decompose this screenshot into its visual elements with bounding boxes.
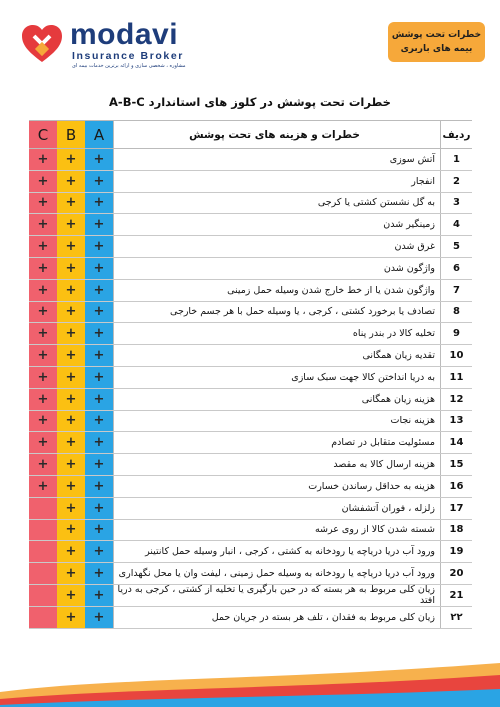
cell-clause-b: + bbox=[57, 323, 85, 344]
badge-line-1: خطرات تحت پوشش bbox=[391, 30, 482, 40]
cell-clause-a: + bbox=[85, 236, 113, 257]
table-row bbox=[29, 607, 472, 629]
cell-row-number: 6 bbox=[440, 258, 472, 279]
table-row bbox=[29, 476, 472, 498]
cell-clause-b: + bbox=[57, 476, 85, 497]
cell-description: زمینگیر شدن bbox=[113, 214, 440, 235]
cell-description: زیان کلی مربوط به فقدان ، تلف هر بسته در جریان حمل bbox=[113, 607, 440, 628]
cell-clause-c: + bbox=[29, 280, 57, 301]
table-row bbox=[29, 171, 472, 193]
cell-row-number: 21 bbox=[440, 585, 472, 606]
cell-clause-b: + bbox=[57, 171, 85, 192]
cell-row-number: 12 bbox=[440, 389, 472, 410]
cell-clause-a: + bbox=[85, 607, 113, 628]
cell-clause-b: + bbox=[57, 149, 85, 170]
cell-clause-a: + bbox=[85, 432, 113, 453]
cell-row-number: 20 bbox=[440, 563, 472, 584]
cell-description: تصادف یا برخورد کشتی ، کرجی ، یا وسیله حمل با هر جسم خارجی bbox=[113, 302, 440, 323]
cell-clause-a: + bbox=[85, 498, 113, 519]
table-row bbox=[29, 323, 472, 345]
cell-clause-a: + bbox=[85, 280, 113, 301]
cell-clause-c: + bbox=[29, 214, 57, 235]
cell-clause-c: + bbox=[29, 454, 57, 475]
cell-row-number: 18 bbox=[440, 520, 472, 541]
table-row bbox=[29, 389, 472, 411]
table-row bbox=[29, 563, 472, 585]
cell-row-number: 1 bbox=[440, 149, 472, 170]
cell-clause-b: + bbox=[57, 302, 85, 323]
cell-clause-c: + bbox=[29, 149, 57, 170]
cell-clause-a: + bbox=[85, 563, 113, 584]
cell-clause-a: + bbox=[85, 258, 113, 279]
brand-subtitle: Insurance Broker bbox=[72, 50, 184, 62]
cell-clause-b: + bbox=[57, 432, 85, 453]
cell-clause-a: + bbox=[85, 149, 113, 170]
cell-description: هزینه ارسال کالا به مقصد bbox=[113, 454, 440, 475]
cell-row-number: 17 bbox=[440, 498, 472, 519]
cell-description: زیان کلی مربوط به هر بسته که در حین بارگیری یا تخلیه از کشتی ، کرجی به دریا افتد bbox=[113, 585, 440, 606]
cell-row-number: 2 bbox=[440, 171, 472, 192]
coverage-table bbox=[29, 120, 472, 629]
table-row bbox=[29, 411, 472, 433]
cell-clause-c: + bbox=[29, 345, 57, 366]
table-row bbox=[29, 280, 472, 302]
table-row bbox=[29, 541, 472, 563]
cell-clause-b: + bbox=[57, 193, 85, 214]
cell-clause-c bbox=[29, 498, 57, 519]
cell-description: تقدیه زیان همگانی bbox=[113, 345, 440, 366]
brand-logo bbox=[20, 18, 220, 70]
cell-clause-c: + bbox=[29, 323, 57, 344]
cell-clause-b: + bbox=[57, 454, 85, 475]
cell-clause-c: + bbox=[29, 389, 57, 410]
cell-clause-b: + bbox=[57, 258, 85, 279]
cell-clause-b: + bbox=[57, 345, 85, 366]
cell-description: زلزله ، فوران آتشفشان bbox=[113, 498, 440, 519]
cell-description: هزینه نجات bbox=[113, 411, 440, 432]
table-row bbox=[29, 585, 472, 607]
cell-row-number: 8 bbox=[440, 302, 472, 323]
table-row bbox=[29, 193, 472, 215]
cell-description: تخلیه کالا در بندر پناه bbox=[113, 323, 440, 344]
table-row bbox=[29, 214, 472, 236]
cell-description: به دریا انداختن کالا جهت سبک سازی bbox=[113, 367, 440, 388]
header-row-number: ردیف bbox=[440, 121, 472, 148]
table-row bbox=[29, 302, 472, 324]
cell-clause-a: + bbox=[85, 541, 113, 562]
cell-row-number: 16 bbox=[440, 476, 472, 497]
table-row bbox=[29, 367, 472, 389]
cell-description: غرق شدن bbox=[113, 236, 440, 257]
cell-clause-a: + bbox=[85, 345, 113, 366]
cell-clause-b: + bbox=[57, 520, 85, 541]
brand-tagline: مشاوره ، شخصی سازی و ارائه برترین خدمات بیمه ای bbox=[72, 63, 186, 69]
cell-clause-c bbox=[29, 520, 57, 541]
heart-shield-icon bbox=[20, 22, 64, 66]
cell-clause-c: + bbox=[29, 193, 57, 214]
cell-clause-b: + bbox=[57, 411, 85, 432]
cell-clause-b: + bbox=[57, 498, 85, 519]
cell-description: واژگون شدن bbox=[113, 258, 440, 279]
table-row bbox=[29, 454, 472, 476]
table-row bbox=[29, 520, 472, 542]
cell-description: آتش سوزی bbox=[113, 149, 440, 170]
cell-clause-a: + bbox=[85, 411, 113, 432]
cell-clause-a: + bbox=[85, 367, 113, 388]
category-badge bbox=[388, 22, 485, 62]
cell-clause-a: + bbox=[85, 454, 113, 475]
cell-clause-b: + bbox=[57, 280, 85, 301]
table-header bbox=[29, 120, 472, 149]
cell-row-number: 13 bbox=[440, 411, 472, 432]
cell-row-number: 3 bbox=[440, 193, 472, 214]
cell-clause-b: + bbox=[57, 389, 85, 410]
table-row bbox=[29, 149, 472, 171]
cell-clause-a: + bbox=[85, 193, 113, 214]
cell-description: به گل نشستن کشتی یا کرجی bbox=[113, 193, 440, 214]
table-row bbox=[29, 236, 472, 258]
cell-row-number: 5 bbox=[440, 236, 472, 257]
cell-description: هزینه به حداقل رساندن خسارت bbox=[113, 476, 440, 497]
cell-row-number: 14 bbox=[440, 432, 472, 453]
cell-clause-a: + bbox=[85, 171, 113, 192]
cell-clause-c: + bbox=[29, 171, 57, 192]
cell-clause-c: + bbox=[29, 411, 57, 432]
cell-clause-b: + bbox=[57, 585, 85, 606]
cell-row-number: 10 bbox=[440, 345, 472, 366]
cell-description: واژگون شدن یا از خط خارج شدن وسیله حمل زمینی bbox=[113, 280, 440, 301]
table-row bbox=[29, 498, 472, 520]
cell-clause-c bbox=[29, 585, 57, 606]
cell-clause-b: + bbox=[57, 236, 85, 257]
cell-clause-c: + bbox=[29, 432, 57, 453]
header-clause-c: C bbox=[29, 121, 57, 148]
cell-row-number: 7 bbox=[440, 280, 472, 301]
cell-clause-a: + bbox=[85, 323, 113, 344]
cell-row-number: 4 bbox=[440, 214, 472, 235]
table-row bbox=[29, 345, 472, 367]
cell-clause-c: + bbox=[29, 302, 57, 323]
cell-clause-b: + bbox=[57, 607, 85, 628]
cell-clause-c: + bbox=[29, 236, 57, 257]
cell-clause-c: + bbox=[29, 367, 57, 388]
brand-name: modavi bbox=[70, 18, 179, 51]
cell-description: ورود آب دریا دریاچه یا رودخانه به وسیله حمل زمینی ، لیفت وان یا محل نگهداری bbox=[113, 563, 440, 584]
cell-description: ورود آب دریا دریاچه یا رودخانه به کشتی ، کرجی ، انبار وسیله حمل کانتینر bbox=[113, 541, 440, 562]
cell-clause-c bbox=[29, 541, 57, 562]
page-title: خطرات تحت پوشش در کلوز های استاندارد A-B-C bbox=[109, 95, 391, 109]
cell-clause-a: + bbox=[85, 585, 113, 606]
footer-wave-decoration bbox=[0, 637, 500, 707]
cell-row-number: 11 bbox=[440, 367, 472, 388]
cell-clause-c bbox=[29, 607, 57, 628]
cell-clause-c bbox=[29, 563, 57, 584]
cell-description: مسئولیت متقابل در تصادم bbox=[113, 432, 440, 453]
cell-description: شسته شدن کالا از روی عرشه bbox=[113, 520, 440, 541]
table-body bbox=[29, 149, 472, 629]
cell-clause-b: + bbox=[57, 563, 85, 584]
cell-row-number: 19 bbox=[440, 541, 472, 562]
cell-clause-b: + bbox=[57, 214, 85, 235]
cell-clause-b: + bbox=[57, 541, 85, 562]
table-row bbox=[29, 258, 472, 280]
cell-description: انفجار bbox=[113, 171, 440, 192]
cell-row-number: ۲۲ bbox=[440, 607, 472, 628]
cell-clause-a: + bbox=[85, 302, 113, 323]
badge-line-2: بیمه های باربری bbox=[400, 44, 473, 54]
cell-row-number: 15 bbox=[440, 454, 472, 475]
cell-clause-a: + bbox=[85, 389, 113, 410]
table-row bbox=[29, 432, 472, 454]
cell-description: هزینه زیان همگانی bbox=[113, 389, 440, 410]
cell-clause-c: + bbox=[29, 476, 57, 497]
cell-clause-a: + bbox=[85, 214, 113, 235]
header-clause-b: B bbox=[57, 121, 85, 148]
cell-clause-c: + bbox=[29, 258, 57, 279]
cell-clause-a: + bbox=[85, 476, 113, 497]
cell-clause-a: + bbox=[85, 520, 113, 541]
header-description: خطرات و هزینه های تحت پوشش bbox=[113, 121, 440, 148]
cell-row-number: 9 bbox=[440, 323, 472, 344]
cell-clause-b: + bbox=[57, 367, 85, 388]
header-clause-a: A bbox=[85, 121, 113, 148]
